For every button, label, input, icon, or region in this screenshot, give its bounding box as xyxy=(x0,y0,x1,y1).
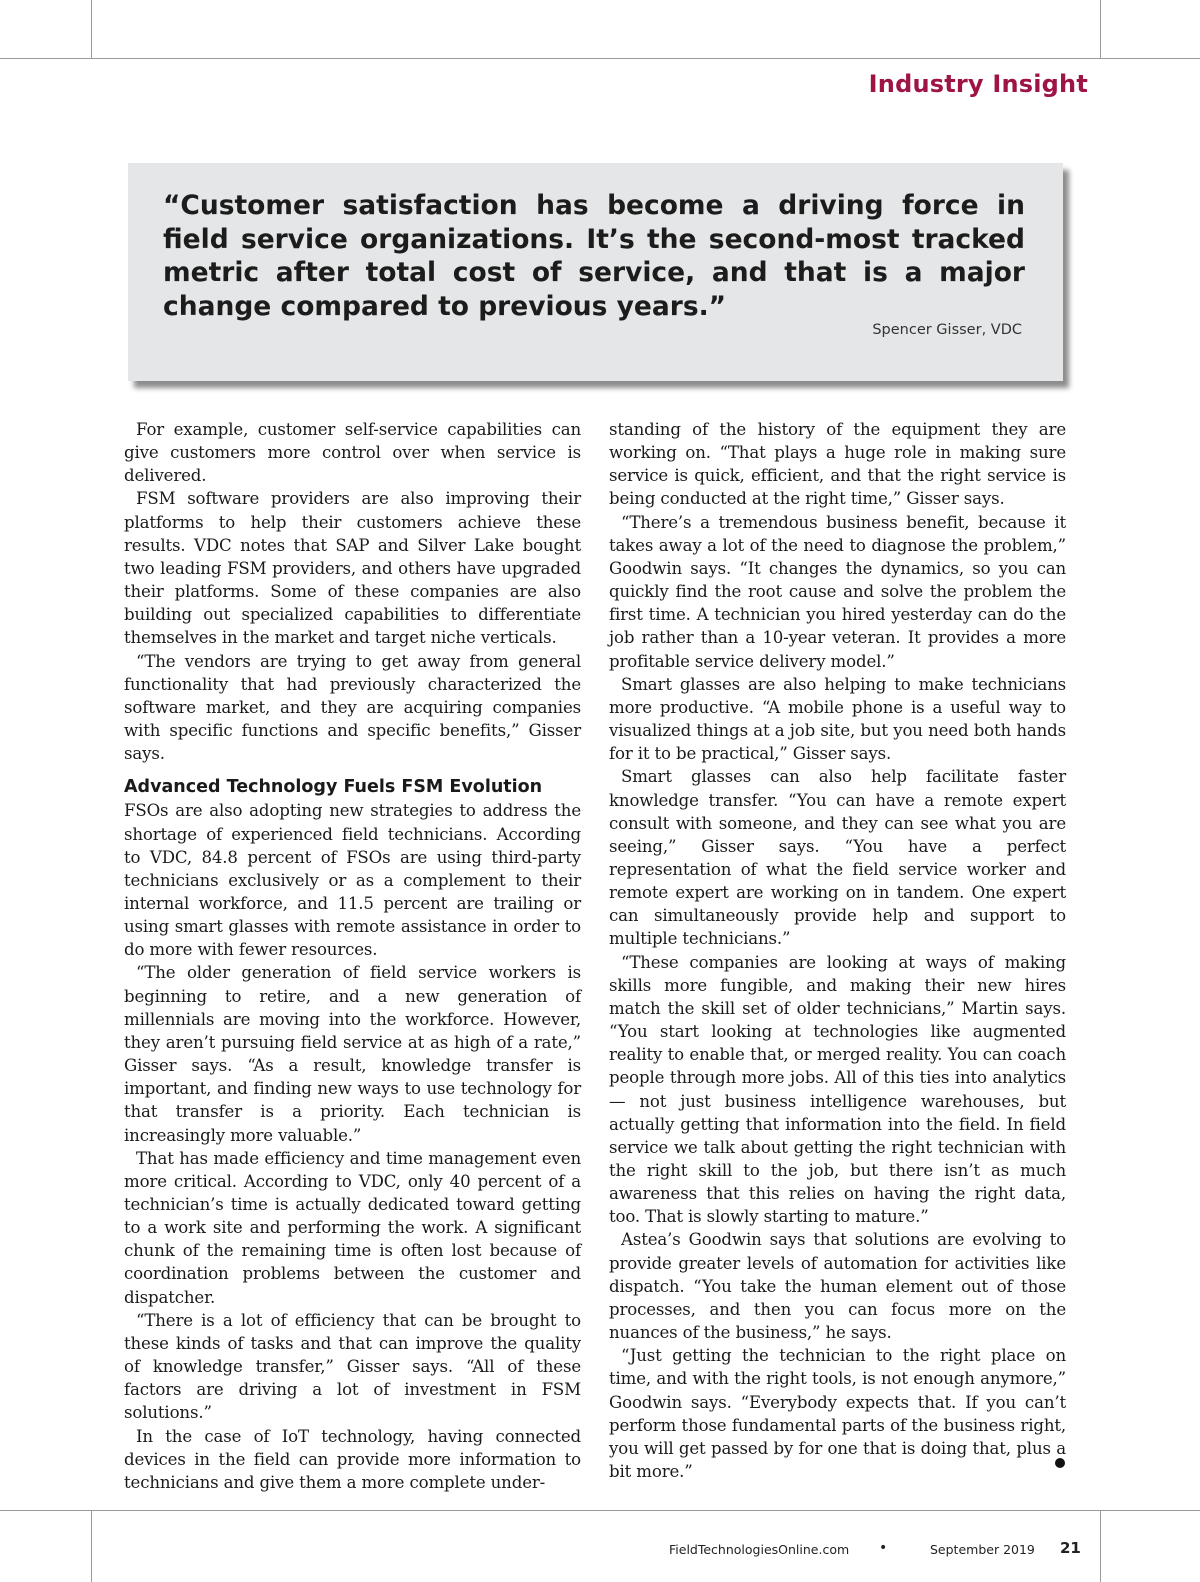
crop-mark-bottom-right xyxy=(1100,1510,1101,1582)
pull-quote-attribution: Spencer Gisser, VDC xyxy=(872,322,1022,338)
paragraph: Smart glasses are also helping to make technicians more productive. “A mobile phone is a useful way to visualized things at a job site, but you need both hands for it to be practical,” Gisser says. xyxy=(609,674,1066,764)
crop-line-top xyxy=(0,58,1200,59)
paragraph: “The vendors are trying to get away from general functionality that had previously characterized the software market, and they are acquiring companies with specific functions and specific benefits,” Gisser says. xyxy=(124,651,581,764)
footer-website: FieldTechnologiesOnline.com xyxy=(669,1542,850,1557)
paragraph: “These companies are looking at ways of making skills more fungible, and making their new hires match the skill set of older technicians,” Martin says. “You start looking at technologies like augmented reality to enable that, or merged reality. You can coach people through more jobs. All of this ties into analytics — not just business intelligence warehouses, but actually getting that information into the field. In field service we talk about getting the right technician with the right skill to the job, but there isn’t as much awareness that this relies on having the right data, too. That is slowly starting to mature.” xyxy=(609,952,1066,1227)
paragraph: FSOs are also adopting new strategies to address the shortage of experienced field technicians. According to VDC, 84.8 percent of FSOs are using third-party technicians exclusively or as a complement to their internal workforce, and 11.5 percent are trailing or using smart glasses with remote assistance in order to do more with fewer resources. xyxy=(124,801,581,960)
section-subhead: Advanced Technology Fuels FSM Evolution xyxy=(124,777,543,798)
paragraph: “There’s a tremendous business benefit, because it takes away a lot of the need to diagnose the problem,” Goodwin says. “It changes the dynamics, so you can quickly find the root cause and solve the problem the first time. A technician you hired yesterday can do the job rather than a 10-year veteran. It provides a more profitable service delivery model.” xyxy=(609,512,1066,671)
crop-mark-bottom-left xyxy=(91,1510,92,1582)
crop-mark-top-right xyxy=(1100,0,1101,58)
pull-quote-text: “Customer satisfaction has become a driving force in field service organizations. It’s the second-most tracked metric after total cost of service, and that is a major change compared to previous years.” xyxy=(163,190,1025,322)
crop-mark-top-left xyxy=(91,0,92,58)
page-number: 21 xyxy=(1060,1539,1081,1557)
paragraph: standing of the history of the equipment they are working on. “That plays a huge role in making sure service is quick, efficient, and that the right service is being conducted at the right time,” Gisser says. xyxy=(609,420,1066,509)
paragraph: For example, customer self-service capabilities can give customers more control over when service is delivered. xyxy=(124,420,581,486)
paragraph: “Just getting the technician to the right place on time, and with the right tools, is not enough anymore,” Goodwin says. “Everybody expects that. If you can’t perform those fundamental parts of the business right, you will get passed by for one that is doing that, plus a bit more.” xyxy=(609,1346,1066,1482)
article-column-left xyxy=(124,418,581,1494)
paragraph: FSM software providers are also improving their platforms to help their customers achieve these results. VDC notes that SAP and Silver Lake bought two leading FSM providers, and others have upgraded their platforms. Some of these companies are also building out specialized capabilities to differentiate themselves in the market and target niche verticals. xyxy=(124,489,581,648)
section-label: Industry Insight xyxy=(868,70,1088,98)
footer-issue-date: September 2019 xyxy=(930,1542,1035,1557)
article-column-right xyxy=(609,418,1066,1483)
pull-quote-box xyxy=(128,163,1063,381)
paragraph: That has made efficiency and time management even more critical. According to VDC, only 40 percent of a technician’s time is actually dedicated toward getting to a work site and performing the work. A significant chunk of the remaining time is often lost because of coordination problems between the customer and dispatcher. xyxy=(124,1148,581,1307)
end-of-article-bullet-icon xyxy=(1055,1458,1065,1468)
crop-line-bottom xyxy=(0,1510,1200,1511)
footer-separator: • xyxy=(879,1540,888,1556)
paragraph: “The older generation of field service workers is beginning to retire, and a new generation of millennials are moving into the workforce. However, they aren’t pursuing field service at as high of a rate,” Gisser says. “As a result, knowledge transfer is important, and finding new ways to use technology for that transfer is a priority. Each technician is increasingly more valuable.” xyxy=(124,963,581,1145)
paragraph: Astea’s Goodwin says that solutions are evolving to provide greater levels of automation for activities like dispatch. “You take the human element out of those processes, and then you can focus more on the nuances of the business,” he says. xyxy=(609,1230,1066,1343)
paragraph: Smart glasses can also help facilitate faster knowledge transfer. “You can have a remote expert consult with someone, and they can see what you are seeing,” Gisser says. “You have a perfect representation of what the field service worker and remote expert are working on in tandem. One expert can simultaneously provide help and support to multiple technicians.” xyxy=(609,767,1066,949)
paragraph: In the case of IoT technology, having connected devices in the field can provide more information to technicians and give them a more complete under- xyxy=(124,1426,581,1492)
paragraph: “There is a lot of efficiency that can be brought to these kinds of tasks and that can improve the quality of knowledge transfer,” Gisser says. “All of these factors are driving a lot of investment in FSM solutions.” xyxy=(124,1310,581,1423)
